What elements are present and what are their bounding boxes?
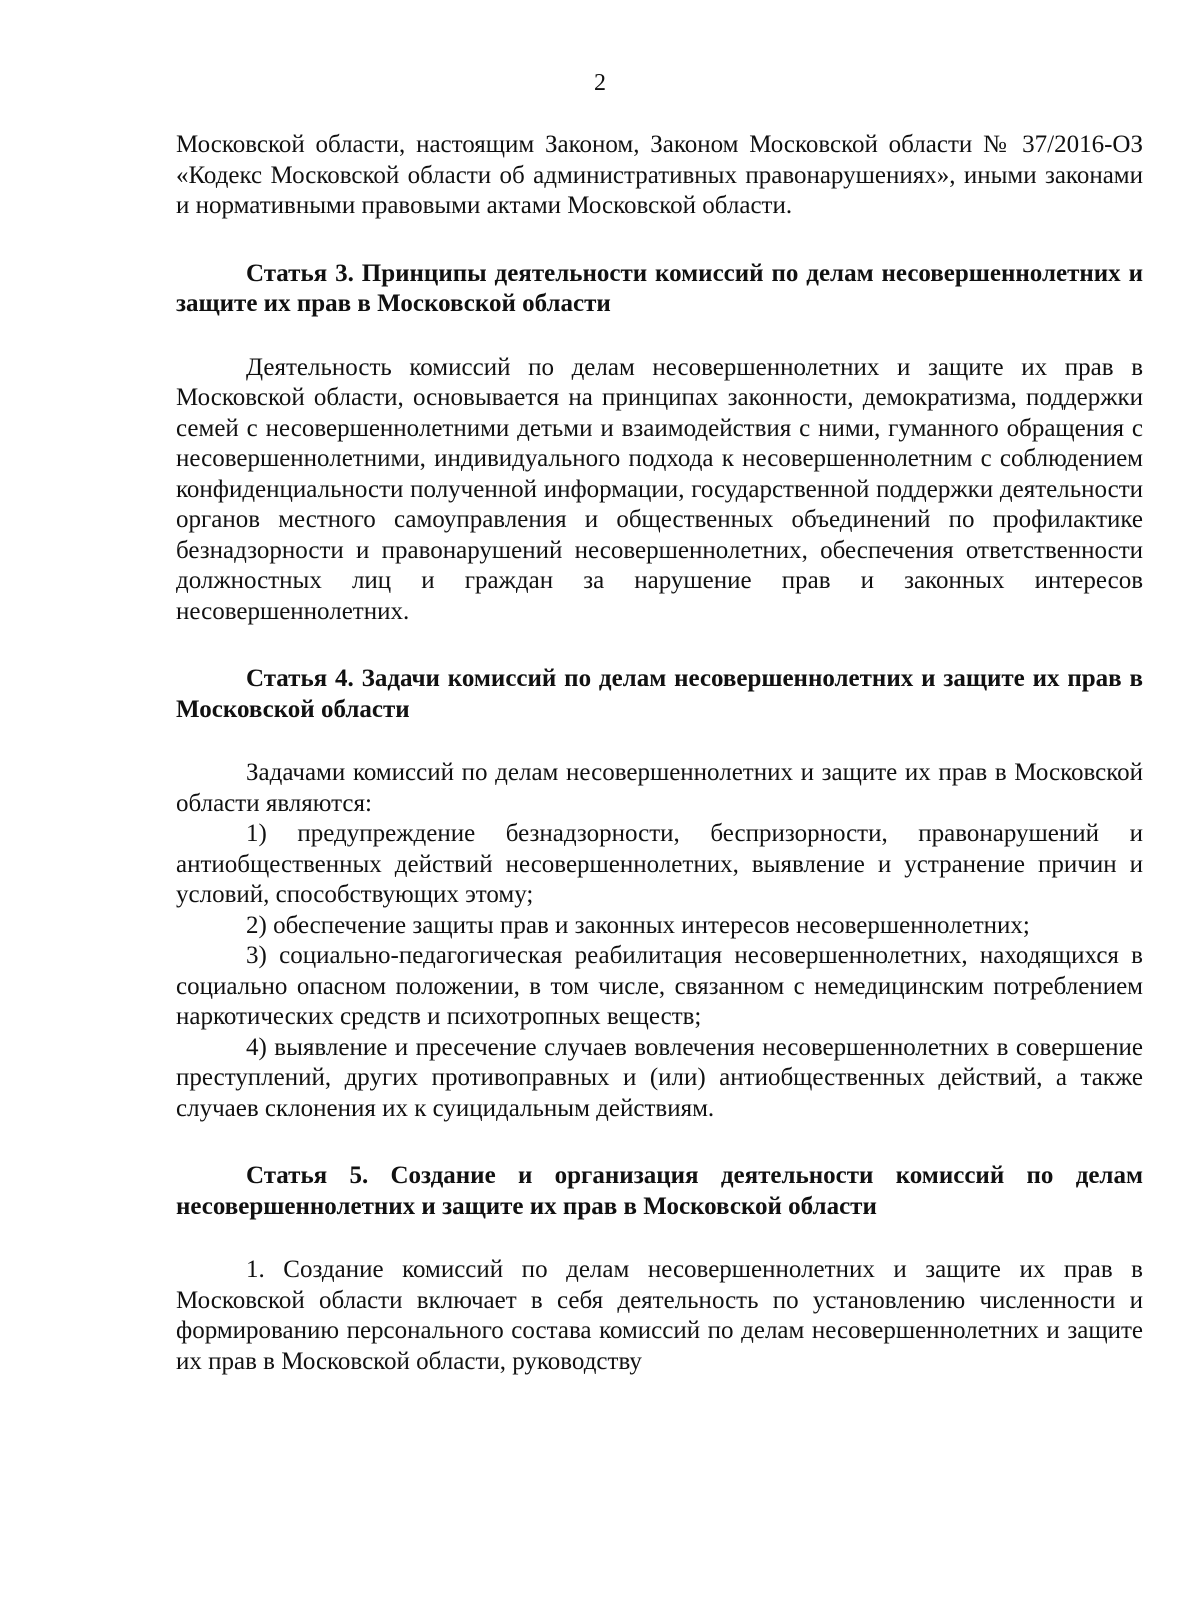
- article-3: [176, 259, 1143, 628]
- article-5: [176, 1161, 1143, 1377]
- article-5-title: Статья 5. Создание и организация деятельности комиссий по делам несовершеннолетних и защите их прав в Московской области: [176, 1162, 1143, 1220]
- article-4-item-2: 2) обеспечение защиты прав и законных интересов несовершеннолетних;: [246, 911, 1030, 939]
- article-4-lead: Задачами комиссий по делам несовершеннолетних и защите их прав в Московской области являются:: [176, 759, 1143, 817]
- article-3-paragraph: Деятельность комиссий по делам несовершеннолетних и защите их прав в Московской области, основывается на принципах законности, демократизма, поддержки семей с несовершеннолетними детьми и взаимодействия с ними, гуманного обращения с несовершеннолетними, индивидуального подхода к несовершеннолетним с соблюдением конфиденциальности полученной информации, государственной поддержки деятельности органов местного самоуправления и общественных объединений по профилактике безнадзорности и правонарушений несовершеннолетних, обеспечения ответственности должностных лиц и граждан за нарушение прав и законных интересов несовершеннолетних.: [176, 353, 1143, 625]
- article-4-item-4: 4) выявление и пресечение случаев вовлечения несовершеннолетних в совершение преступлений, других противоправных и (или) антиобщественных действий, а также случаев склонения их к суицидальным действиям.: [176, 1033, 1143, 1122]
- article-5-paragraph: 1. Создание комиссий по делам несовершеннолетних и защите их прав в Московской области включает в себя деятельность по установлению численности и формированию персонального состава комиссий по делам несовершеннолетних и защите их прав в Московской области, руководству: [176, 1256, 1143, 1375]
- document-body: [176, 130, 1143, 1377]
- intro-paragraph: Московской области, настоящим Законом, Законом Московской области № 37/2016-ОЗ «Кодекс Московской области об административных правонарушениях», иными законами и нормативными правовыми актами Московской области.: [176, 131, 1143, 219]
- article-4-item-3: 3) социально-педагогическая реабилитация несовершеннолетних, находящихся в социально опасном положении, в том числе, связанном с немедицинским потреблением наркотических средств и психотропных веществ;: [176, 942, 1143, 1030]
- article-4-title: Статья 4. Задачи комиссий по делам несовершеннолетних и защите их прав в Московской области: [176, 665, 1143, 723]
- article-3-title: Статья 3. Принципы деятельности комиссий по делам несовершеннолетних и защите их прав в Московской области: [176, 259, 1143, 317]
- page-number: 2: [594, 70, 606, 96]
- article-4-item-1: 1) предупреждение безнадзорности, беспризорности, правонарушений и антиобщественных действий несовершеннолетних, выявление и устранение причин и условий, способствующих этому;: [176, 820, 1143, 908]
- article-4: [176, 664, 1143, 1124]
